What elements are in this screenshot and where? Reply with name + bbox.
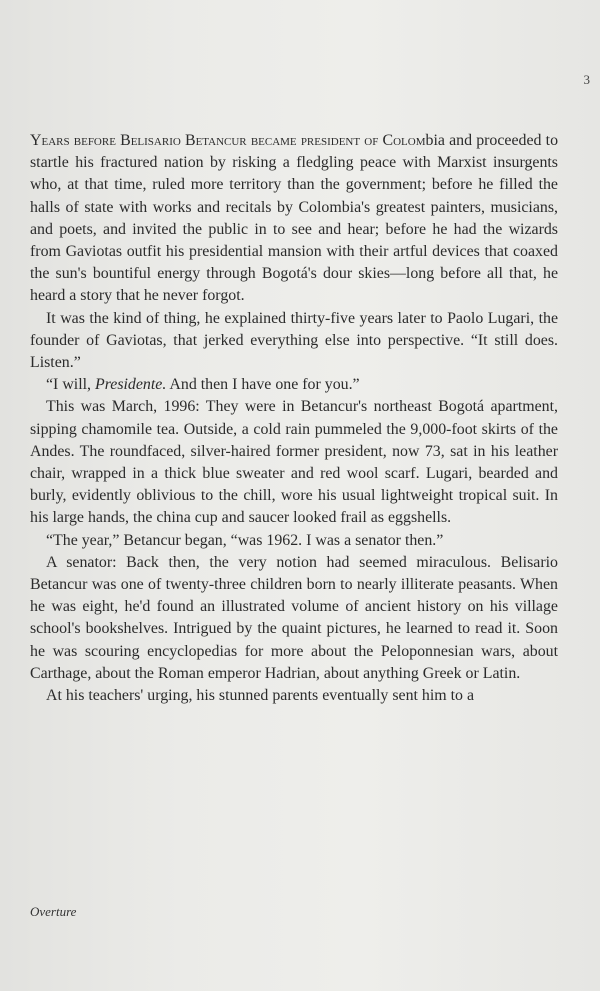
paragraph-4: This was March, 1996: They were in Betancur's northeast Bogotá apartment, sipping chamomile tea. Outside, a cold rain pummeled the 9,000-foot skirts of the Andes. The roundfaced, silver-haired former president, now 73, sat in his leather chair, wrapped in a thick blue sweater and red wool scarf. Lugari, bearded and burly, evidently oblivious to the chill, wore his usual lightweight tropical suit. In his large hands, the china cup and saucer looked frail as eggshells. bbox=[30, 398, 558, 527]
paragraph-1 bbox=[30, 130, 558, 308]
opening-small-caps: Years before Belisario Betancur became president of Colom bbox=[30, 132, 426, 149]
body-text bbox=[30, 130, 558, 707]
paragraph-3 bbox=[30, 374, 558, 396]
paragraph-5: “The year,” Betancur began, “was 1962. I was a senator then.” bbox=[46, 531, 444, 549]
paragraph-7: At his teachers' urging, his stunned parents eventually sent him to a bbox=[46, 687, 474, 705]
page-number: 3 bbox=[583, 72, 590, 87]
running-footer: Overture bbox=[30, 904, 77, 919]
paragraph-3-italic: Presidente. bbox=[94, 376, 167, 394]
paragraph-3-text-before: “I will, bbox=[46, 376, 95, 394]
paragraph-2: It was the kind of thing, he explained thirty-five years later to Paolo Lugari, the founder of Gaviotas, that jerked everything else into perspective. “It still does. Listen.” bbox=[30, 309, 558, 372]
paragraph-1-text: bia and proceeded to startle his fractured nation by risking a fledgling peace with Marxist insurgents who, at that time, ruled more territory than the government; before he filled the halls of state with works and recitals by Colombia's greatest painters, musicians, and poets, and invited the public in to see and hear; before he had the wizards from Gaviotas outfit his presidential mansion with their artful devices that coaxed the sun's bountiful energy through Bogotá's dour skies—long before all that, he heard a story that he never forgot. bbox=[30, 132, 559, 305]
paragraph-3-text-after: And then I have one for you.” bbox=[166, 376, 360, 394]
paragraph-6: A senator: Back then, the very notion had seemed miraculous. Belisario Betancur was one of twenty-three children born to nearly illiterate peasants. When he was eight, he'd found an illustrated volume of ancient history on his village school's bookshelves. Intrigued by the quaint pictures, he learned to read it. Soon he was scouring encyclopedias for more about the Peloponnesian wars, about Carthage, about the Roman emperor Hadrian, about anything Greek or Latin. bbox=[30, 553, 558, 682]
